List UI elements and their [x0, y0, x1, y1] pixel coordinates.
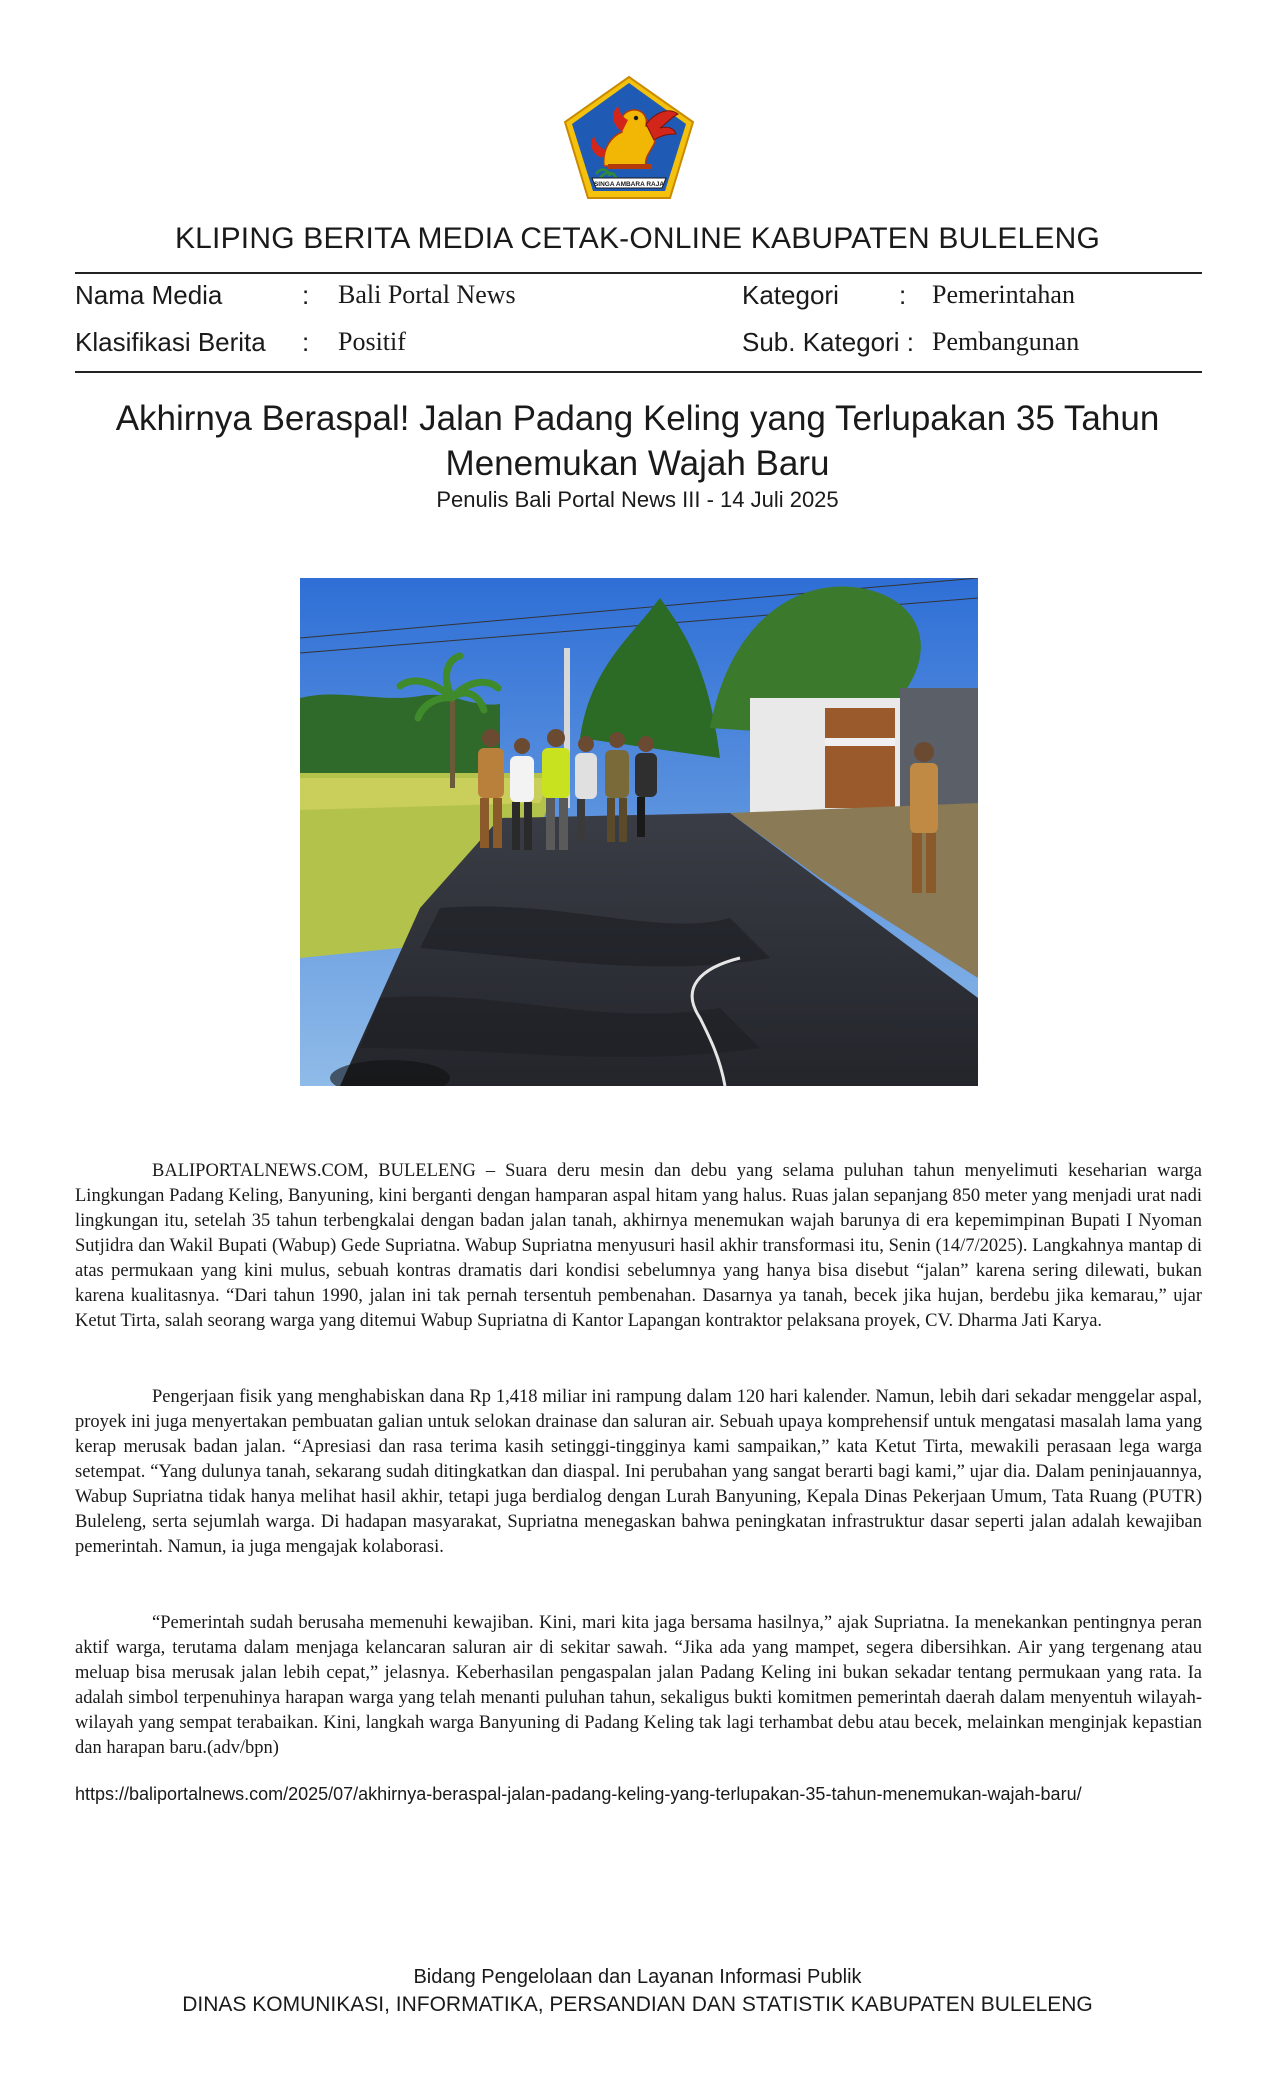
buleleng-regency-logo [562, 74, 696, 201]
source-url-link[interactable]: https://baliportalnews.com/2025/07/akhirnya-beraspal-jalan-padang-keling-yang-terlupakan-35-tahun-menemukan-wajah-baru/ [75, 1784, 1082, 1804]
article-paragraph-2 [75, 1385, 1202, 1560]
subkategori-value: Pembangunan [932, 327, 1080, 356]
article-paragraph-1-text: BALIPORTALNEWS.COM, BULELENG – Suara deru mesin dan debu yang selama puluhan tahun menyelimuti keseharian warga Lingkungan Padang Keling, Banyuning, kini berganti dengan hamparan aspal hitam yang halus. Ruas jalan sepanjang 850 meter yang menjadi urat nadi lingkungan itu, setelah 35 tahun terbengkalai dengan badan jalan tanah, akhirnya menemukan wajah barunya di era kepemimpinan Bupati I Nyoman Sutjidra dan Wakil Bupati (Wabup) Gede Supriatna. Wabup Supriatna menyusuri hasil akhir transformasi itu, Senin (14/7/2025). Langkahnya mantap di atas permukaan yang kini mulus, sebuah kontras dramatis dari kondisi sebelumnya yang hanya bisa disebut “jalan” karena sering dilewati, bukan karena kualitasnya. “Dari tahun 1990, jalan ini tak pernah tersentuh pembenahan. Dasarnya ya tanah, becek jika hujan, berdebu jika kemarau,” ujar Ketut Tirta, salah seorang warga yang ditemui Wabup Supriatna di Kantor Lapangan kontraktor pelaksana proyek, CV. Dharma Jati Karya. [75, 1161, 1202, 1331]
klasifikasi-value: Positif [338, 327, 406, 356]
header-divider-top [75, 272, 1202, 274]
header-divider-bottom [75, 371, 1202, 373]
article-byline: Penulis Bali Portal News III - 14 Juli 2025 [436, 487, 839, 512]
article-paragraph-3 [75, 1611, 1202, 1761]
kategori-value: Pemerintahan [932, 280, 1075, 309]
klasifikasi-separator: : [302, 327, 310, 357]
article-photo [300, 578, 978, 1086]
clipping-header-title: KLIPING BERITA MEDIA CETAK-ONLINE KABUPATEN BULELENG [174, 222, 1101, 255]
article-headline: Akhirnya Beraspal! Jalan Padang Keling yang Terlupakan 35 Tahun Menemukan Wajah Baru [115, 399, 1160, 483]
media-separator: : [302, 280, 310, 310]
klasifikasi-label: Klasifikasi Berita [75, 327, 266, 357]
article-paragraph-2-text: Pengerjaan fisik yang menghabiskan dana Rp 1,418 miliar ini rampung dalam 120 hari kalender. Namun, lebih dari sekadar menggelar aspal, proyek ini juga menyertakan pembuatan galian untuk selokan drainase dan saluran air. Sebuah upaya komprehensif untuk mengatasi masalah lama yang kerap merusak badan jalan. “Apresiasi dan rasa terima kasih setinggi-tingginya kami sampaikan,” kata Ketut Tirta, mewakili perasaan lega warga setempat. “Yang dulunya tanah, sekarang sudah ditingkatkan dan diaspal. Ini perubahan yang sangat berarti bagi kami,” ujar dia. Dalam peninjauannya, Wabup Supriatna tidak hanya melihat hasil akhir, tetapi juga berdialog dengan Lurah Banyuning, Kepala Dinas Pekerjaan Umum, Tata Ruang (PUTR) Buleleng, serta sejumlah warga. Di hadapan masyarakat, Supriatna menegaskan bahwa peningkatan infrastruktur dasar seperti jalan adalah kewajiban pemerintah. Namun, ia juga mengajak kolaborasi. [75, 1387, 1202, 1557]
kategori-separator: : [899, 280, 907, 310]
subkategori-label: Sub. Kategori : [742, 327, 914, 357]
footer-agency: DINAS KOMUNIKASI, INFORMATIKA, PERSANDIAN DAN STATISTIK KABUPATEN BULELENG [182, 1993, 1093, 2016]
kategori-label: Kategori [742, 280, 839, 310]
article-paragraph-3-text: “Pemerintah sudah berusaha memenuhi kewajiban. Kini, mari kita jaga bersama hasilnya,” ajak Supriatna. Ia menekankan pentingnya peran aktif warga, terutama dalam menjaga kelancaran saluran air di sekitar sawah. “Jika ada yang mampet, segera dibersihkan. Air yang tergenang atau meluap bisa merusak jalan lebih cepat,” jelasnya. Keberhasilan pengaspalan jalan Padang Keling ini bukan sekadar tentang permukaan yang rata. Ia adalah simbol terpenuhinya harapan warga yang telah menanti puluhan tahun, sekaligus bukti komitmen pemerintah daerah dalam menyentuh wilayah-wilayah yang sempat terabaikan. Kini, langkah warga Banyuning di Padang Keling tak lagi terhambat debu atau becek, melainkan menginjak kepastian dan harapan baru.(adv/bpn) [75, 1613, 1202, 1758]
logo-motto: SINGA AMBARA RAJA [593, 181, 665, 188]
media-value: Bali Portal News [338, 280, 516, 309]
footer-division: Bidang Pengelolaan dan Layanan Informasi Publik [413, 1966, 862, 1988]
media-label: Nama Media [75, 280, 223, 310]
article-paragraph-1 [75, 1159, 1202, 1334]
